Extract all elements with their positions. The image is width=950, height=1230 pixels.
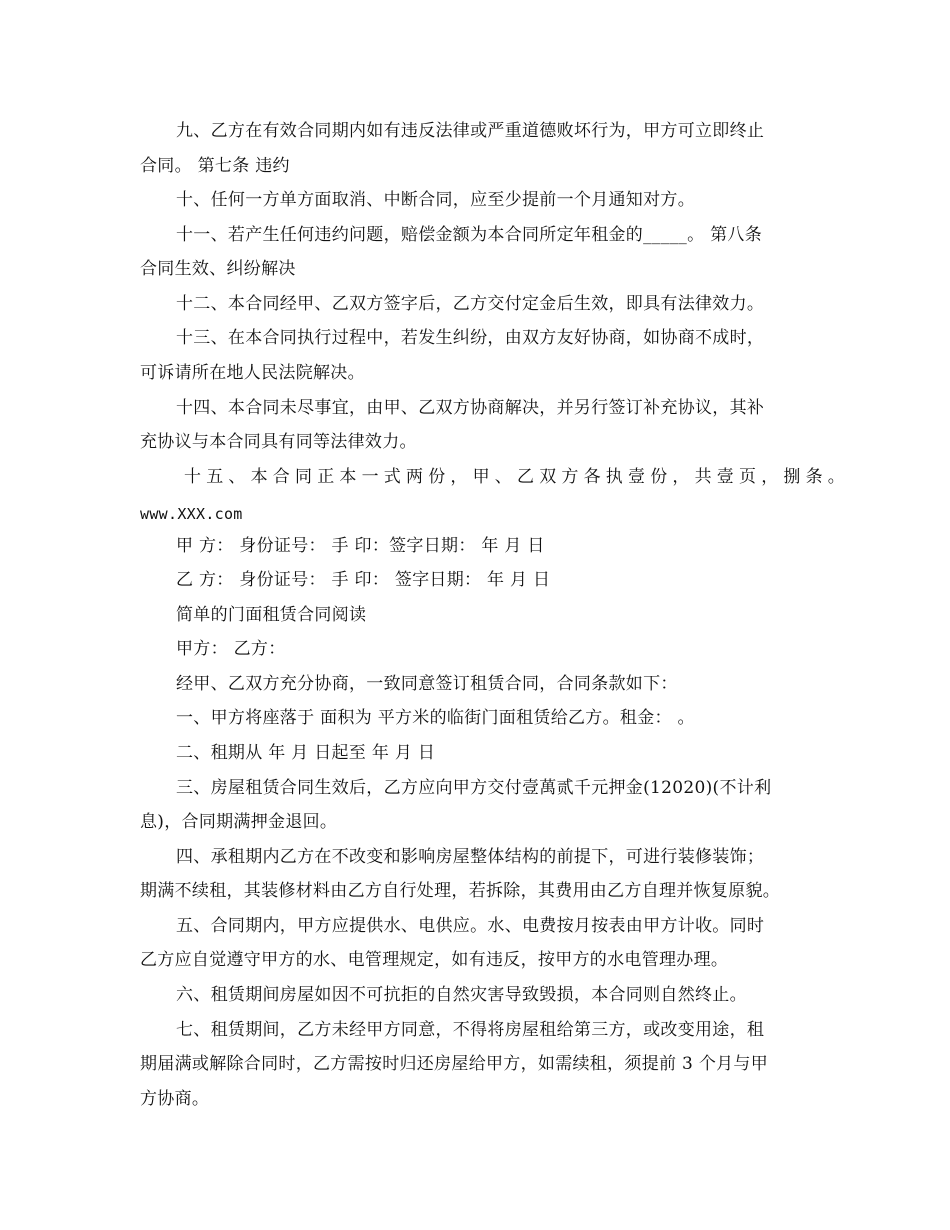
clause-5-line-1: 五、合同期内，甲方应提供水、电供应。水、电费按月按表由甲方计收。同时 (176, 916, 765, 936)
clause-5-line-2: 乙方应自觉遵守甲方的水、电管理规定，如有违反，按甲方的水电管理办理。 (140, 950, 729, 970)
website-text: www.XXX.com (140, 505, 243, 523)
paragraph-13-line-1: 十三、在本合同执行过程中，若发生纠纷，由双方友好协商，如协商不成时， (176, 328, 765, 348)
clause-6: 六、租赁期间房屋如因不可抗拒的自然灾害导致毁损，本合同则自然终止。 (176, 985, 747, 1005)
section-title: 简单的门面租赁合同阅读 (176, 605, 367, 625)
clause-4-line-2: 期满不续租，其装修材料由乙方自行处理，若拆除，其费用由乙方自理并恢复原貌。 (140, 881, 781, 901)
paragraph-12: 十二、本合同经甲、乙双方签字后，乙方交付定金后生效，即具有法律效力。 (176, 294, 765, 314)
clause-2: 二、租期从 年 月 日起至 年 月 日 (176, 743, 436, 763)
paragraph-15: 十五、本合同正本一式两份，甲、乙双方各执壹份，共壹页，捌条。 (184, 467, 850, 487)
party-a-signature-line: 甲 方： 身份证号： 手 印：签字日期： 年 月 日 (176, 536, 545, 556)
clause-1: 一、甲方将座落于 面积为 平方米的临街门面租赁给乙方。租金： 。 (176, 708, 695, 728)
clause-7-line-2: 期届满或解除合同时，乙方需按时归还房屋给甲方，如需续租，须提前 3 个月与甲 (140, 1054, 769, 1074)
paragraph-13-line-2: 可诉请所在地人民法院解决。 (140, 363, 365, 383)
clause-7-line-3: 方协商。 (140, 1089, 210, 1109)
clause-7-line-1: 七、租赁期间，乙方未经甲方同意，不得将房屋租给第三方，或改变用途，租 (176, 1020, 765, 1040)
paragraph-9-line-1: 九、乙方在有效合同期内如有违反法律或严重道德败坏行为，甲方可立即终止 (176, 121, 765, 141)
party-b-signature-line: 乙 方： 身份证号： 手 印： 签字日期： 年 月 日 (176, 570, 551, 590)
agreement-intro: 经甲、乙双方充分协商，一致同意签订租赁合同，合同条款如下： (176, 674, 678, 694)
paragraph-10: 十、任何一方单方面取消、中断合同，应至少提前一个月通知对方。 (176, 190, 695, 210)
parties-line: 甲方： 乙方： (176, 639, 286, 659)
clause-3-line-2: 息)，合同期满押金退回。 (140, 812, 338, 832)
paragraph-11-line-1: 十一、若产生任何违约问题，赔偿金额为本合同所定年租金的_____。 第八条 (176, 225, 763, 245)
paragraph-14-line-1: 十四、本合同未尽事宜，由甲、乙双方协商解决，并另行签订补充协议，其补 (176, 398, 765, 418)
paragraph-14-line-2: 充协议与本合同具有同等法律效力。 (140, 432, 417, 452)
clause-3-line-1: 三、房屋租赁合同生效后，乙方应向甲方交付壹萬贰千元押金(12020)(不计利 (176, 778, 772, 798)
paragraph-9-line-2: 合同。 第七条 违约 (140, 156, 290, 176)
paragraph-11-line-2: 合同生效、纠纷解决 (140, 259, 296, 279)
clause-4-line-1: 四、承租期内乙方在不改变和影响房屋整体结构的前提下，可进行装修装饰； (176, 847, 765, 867)
